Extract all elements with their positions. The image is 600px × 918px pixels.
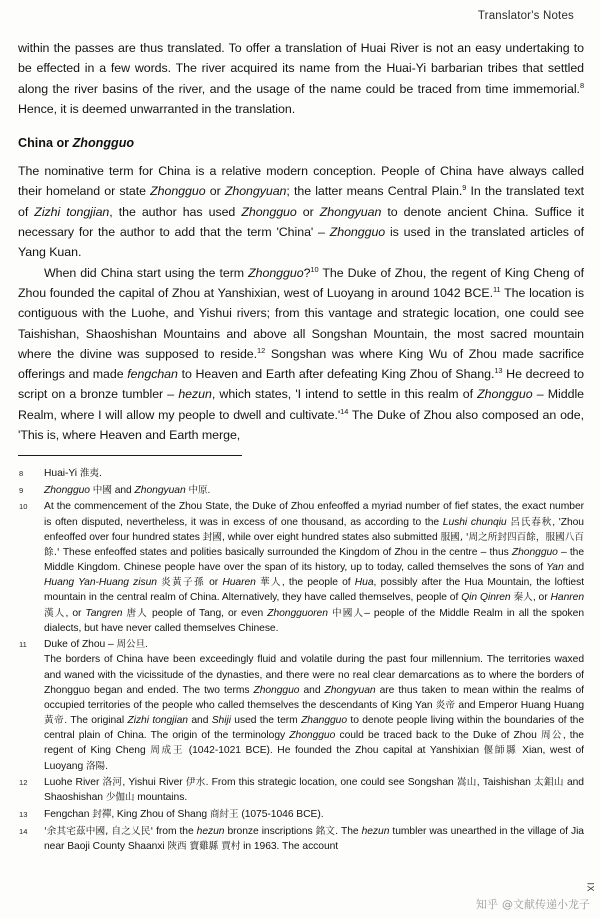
footnote-ref-11[interactable]: 11 [493,284,501,294]
footnote-number[interactable]: 13 [19,810,28,820]
p3-d: The location is contiguous with the Luohe, and Yishui rivers; from this vantage and strategic location, one could see Taishishan, Shaoshishan Mountains and above all Songshan Mountain, the most sacred mountain where the divine was supposed to reside. [18,285,584,361]
watermark-handle: @文献传递小龙子 [502,898,590,911]
footnote-item [18,637,584,773]
footnote-text: Huai-Yi 淮夷. [44,468,102,479]
p2-i4: Zhongguo [241,204,297,219]
p2-i2: Zhongyuan [224,184,287,199]
footnote-text: '余其宅茲中國, 自之乂民' from the hezun bronze inscriptions 銘文. The hezun tumbler was unearthed in the village of Jia near Baoji County Shaanxi 陝西 寶雞縣 賈村 in 1963. The account [44,825,584,852]
footnote-text: Zhongguo 中國 and Zhongyuan 中原. [44,484,211,496]
footnote-text: Duke of Zhou – 周公旦. The borders of China have been exceedingly fluid and volatile during the past four millennium. The territories waxed and waned with the vicissitude of the dynasties, and there were no real clear demarcations as to where the borders of Zhongguo began and ended. The two terms Zhongguo and Zhongyuan are thus taken to mean within the realms of occupied territories of the people who called themselves the descendants of King Yan 炎帝 and Emperor Huang Huang 黃帝. The original Zizhi tongjian and Shiji used the term Zhangguo to denote people living within the boundaries of the central plain of China. The origin of the terminology Zhongguo could be traced back to the Duke of Zhou 周公, the regent of King Cheng 周成王 (1042-1021 BCE). He founded the Zhou capital at Yanshixian 偃師縣 Xian, west of Luoyang 洛陽. [44,639,585,772]
p3-i: – Middle Realm, where I will allow my people to dwell and cultivate.' [18,387,584,422]
p3-i1: Zhongguo [248,265,304,280]
p2-d: In the translated text of [18,184,585,219]
p2-i3: Zizhi tongjian [34,204,110,219]
footnote-text: Luohe River 洛河, Yishui River 伊水. From this strategic location, one could see Songshan 嵩山, Taishishan 太鉬山 and Shaoshishan 少伽山 mountains. [44,777,584,804]
p2-h: is used in the translated articles of Yang Kuan. [18,225,584,260]
paragraph-1-text: within the passes are thus translated. To offer a translation of Huai River is not an easy undertaking to be effected in a few words. The river acquired its name from the Huai-Yi barbarian tribes that settled along the river basins of the river, and the usage of the name could be traced from time immemorial. [18,41,584,96]
p2-i5: Zhongyuan [319,204,382,219]
footnote-ref-13[interactable]: 13 [494,366,503,376]
running-head: Translator's Notes [477,10,574,22]
footnote-ref-8[interactable]: 8 [579,80,584,90]
p3-i4: Zhongguo [477,387,533,402]
p2-g: to denote ancient China. Suffice it necessary for the author to add that the term 'China' – [18,204,585,240]
p2-a: The nominative term for China is a relative modern conception. People of China have always called their homeland or state [18,164,584,199]
footnote-number[interactable]: 14 [19,826,28,836]
p3-g: He decreed to script on a bronze tumbler – [18,367,584,402]
zhihu-logo-icon: 知乎 [476,898,498,911]
footnote-ref-14[interactable]: 14 [340,406,349,416]
footnote-text: Fengchan 封禪, King Zhou of Shang 商紂王 (1075-1046 BCE). [44,809,324,821]
p3-a: When did China start using the term [44,265,249,280]
p2-i6: Zhongguo [329,225,386,240]
p3-f: to Heaven and Earth after defeating King Zhou of Shang. [177,367,495,382]
footnote-number[interactable]: 10 [19,502,28,512]
body-column [18,38,584,445]
footnote-ref-9[interactable]: 9 [462,183,467,193]
footnote-separator-rule [18,455,242,456]
p2-e: , the author has used [109,204,242,219]
p2-c: ; the latter means Central Plain. [286,184,463,199]
p2-i1: Zhongguo [150,184,206,199]
paragraph-1-tail: Hence, it is deemed unwarranted in the translation. [18,101,296,116]
p2-b: or [205,184,225,199]
p3-b: ? [303,265,311,280]
p3-h: , which states, 'I intend to settle in this realm of [211,387,478,402]
paragraph-3 [18,263,584,446]
footnote-item [18,499,584,635]
footnote-ref-12[interactable]: 12 [257,345,266,355]
page-folio: IX [586,882,596,892]
p3-i3: hezun [178,387,212,402]
footnote-item [18,807,584,822]
section-heading-text: China or [18,136,73,151]
p2-f: or [296,204,320,219]
footnote-item [18,775,584,805]
paragraph-2 [18,161,584,262]
watermark [476,896,590,912]
footnote-item [18,466,584,481]
p3-i2: fengchan [127,367,178,382]
footnote-number[interactable]: 8 [19,469,24,478]
footnote-item [18,483,584,498]
footnote-number[interactable]: 9 [19,485,24,495]
section-heading-italic: Zhongguo [72,136,135,151]
p3-j: The Duke of Zhou also composed an ode, 'This is, where Heaven and Earth merge, [18,407,584,443]
footnote-number[interactable]: 12 [19,778,28,788]
footnote-text: At the commencement of the Zhou State, the Duke of Zhou enfeoffed a myriad number of fief states, the exact number is often disputed, nevertheless, it was in excess of one thousand, as according to the Lushi chunqiu 呂氏春秋, 'Zhou enfeoffed over four hundred states 封國, while over eight hundred states also submitted 服國, '周之所封四百餘，服國八百餘.' These enfeoffed states and polities basically surrounded the Kingdom of Zhou in the centre – thus Zhongguo – the Middle Kingdom. Chinese people have over the span of its history, up to today, called themselves the sons of Yan and Huang Yan-Huang zisun 炎黃子孫 or Huaren 華人, the people of Hua, possibly after the Hua Mountain, the loftiest mountain in the central realm of China. Alternatively, they have called themselves, people of Qin Qinren 秦人, or Hanren 漢人, or Tangren 唐人 people of Tang, or even Zhongguoren 中國人– people of the Middle Realm in all the spoken dialects, but have never called themselves Chinese. [44,501,585,634]
paragraph-1 [18,38,584,119]
section-heading [18,136,584,150]
footnote-list [18,466,584,856]
footnote-item [18,824,584,854]
p3-c: The Duke of Zhou, the regent of King Cheng of Zhou founded the capital of Zhou at Yanshixian, west of Luoyang in around 1042 BCE. [18,265,584,300]
footnote-ref-10[interactable]: 10 [310,264,319,274]
p3-e: Songshan was where King Wu of Zhou made sacrifice offerings and made [18,346,584,382]
footnote-number[interactable]: 11 [19,640,27,650]
